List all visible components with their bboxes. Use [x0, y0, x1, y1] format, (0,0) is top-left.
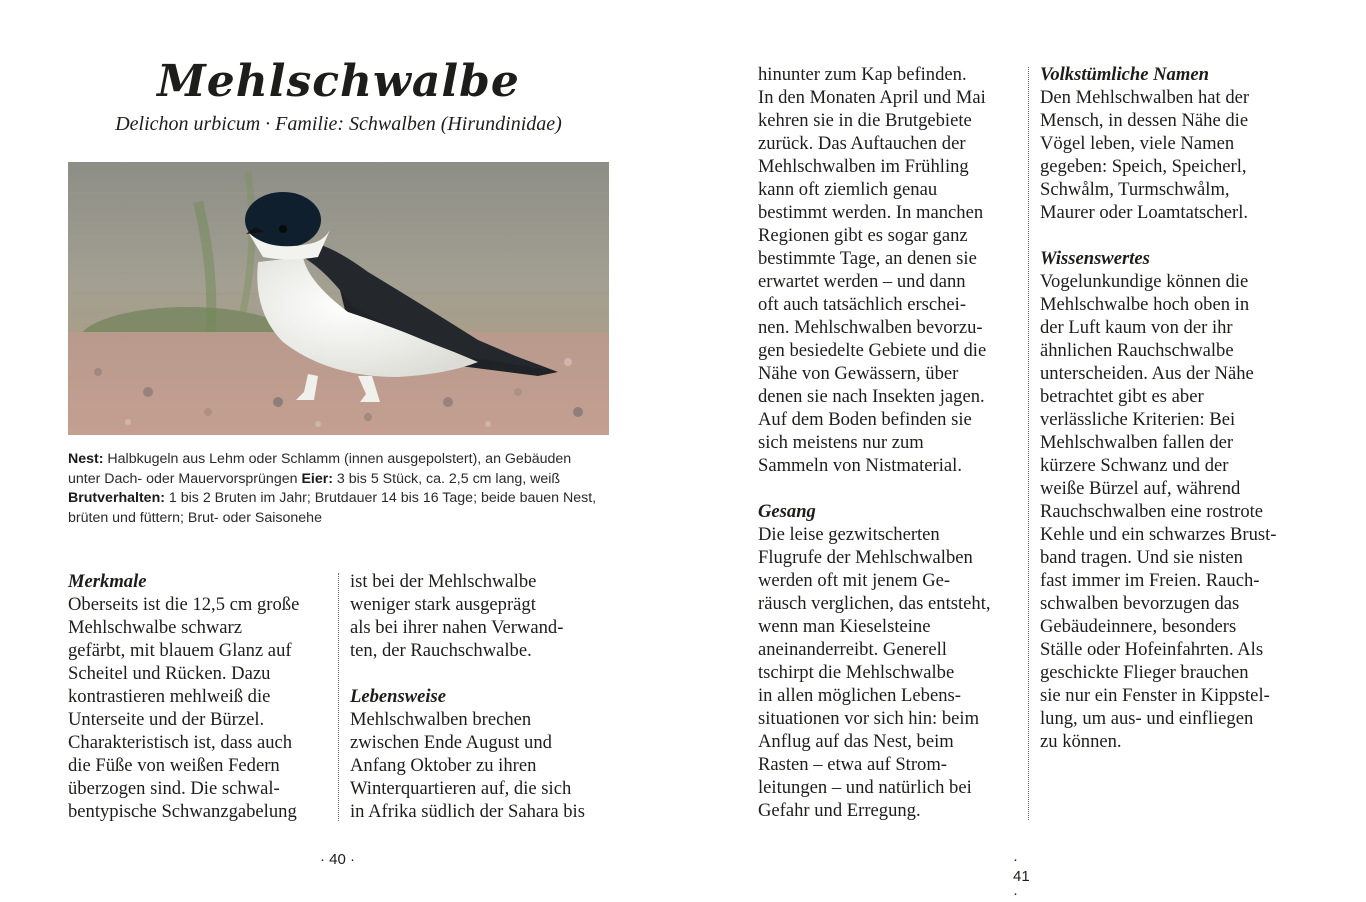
section-heading: Lebensweise [350, 686, 447, 707]
text-line: ten, der Rauchschwalbe. [350, 640, 532, 661]
text-line: Maurer oder Loamtatscherl. [1040, 202, 1249, 223]
column-divider [1028, 67, 1029, 820]
text-line: Nähe von Gewässern, über [758, 363, 959, 384]
body-text [1040, 270, 1305, 753]
text-line: schwalben bevorzugen das [1040, 593, 1240, 614]
text-line: sich meistens nur zum [758, 432, 924, 453]
text-line: Vögel leben, viele Namen [1040, 133, 1235, 154]
text-line: zu können. [1040, 731, 1122, 752]
text-line: Charakteristisch ist, dass auch [68, 732, 293, 753]
text-line: gen besiedelte Gebiete und die [758, 340, 987, 361]
text-line: hinunter zum Kap befinden. [758, 64, 967, 85]
text-line: in Afrika südlich der Sahara bis [350, 801, 585, 822]
text-line: unterscheiden. Aus der Nähe [1040, 363, 1254, 384]
text-line: geschickte Flieger brauchen [1040, 662, 1249, 683]
text-line: überzogen sind. Die schwal- [68, 778, 280, 799]
text-line: erwartet werden – und dann [758, 271, 966, 292]
breeding-label: Brutverhalten: [68, 490, 165, 506]
text-line: zwischen Ende August und [350, 732, 552, 753]
text-line: Scheitel und Rücken. Dazu [68, 663, 271, 684]
section-heading: Volkstümliche Namen [1040, 64, 1209, 85]
text-line: Winterquartieren auf, die sich [350, 778, 572, 799]
species-subtitle: Delichon urbicum · Familie: Schwalben (Hirundinidae) [115, 113, 562, 135]
text-line: als bei ihrer nahen Verwand- [350, 617, 564, 638]
text-line: kontrastieren mehlweiß die [68, 686, 271, 707]
eggs-label: Eier: [301, 470, 333, 487]
text-line: in allen möglichen Lebens- [758, 685, 961, 706]
text-line: bentypische Schwanzgabelung [68, 801, 297, 822]
text-line: Mehlschwalben fallen der [1040, 432, 1234, 453]
text-line: werden oft mit jenem Ge- [758, 570, 951, 591]
text-line: gefärbt, mit blauem Glanz auf [68, 640, 292, 661]
text-line: Mehlschwalbe schwarz [68, 617, 242, 638]
text-line: Oberseits ist die 12,5 cm große [68, 594, 300, 615]
text-line: fast immer im Freien. Rauch- [1040, 570, 1260, 591]
text-line: sie nur ein Fenster in Kippstel- [1040, 685, 1270, 706]
text-line: ähnlichen Rauchschwalbe [1040, 340, 1234, 361]
page-number: · 41 · [1013, 851, 1030, 902]
text-line: kann oft ziemlich genau [758, 179, 938, 200]
text-line: Anflug auf das Nest, beim [758, 731, 954, 752]
text-line: Regionen gibt es sogar ganz [758, 225, 968, 246]
column-namen-wissenswertes [1040, 63, 1305, 753]
text-line: die Füße von weißen Federn [68, 755, 280, 776]
text-line: Mehlschwalben brechen [350, 709, 532, 730]
text-line: ist bei der Mehlschwalbe [350, 571, 537, 592]
text-line: Schwålm, Turmschwålm, [1040, 179, 1230, 200]
text-line: Rasten – etwa auf Strom- [758, 754, 947, 775]
body-text [1040, 86, 1305, 224]
text-line: Mehlschwalbe hoch oben in [1040, 294, 1250, 315]
text-line: lung, um aus- und einfliegen [1040, 708, 1254, 729]
text-line: Gefahr und Erregung. [758, 800, 921, 821]
text-line: Kehle und ein schwarzes Brust- [1040, 524, 1277, 545]
text-line: Flugrufe der Mehlschwalben [758, 547, 973, 568]
column-gesang [758, 63, 1023, 822]
text-line: räusch verglichen, das entsteht, [758, 593, 991, 614]
text-line: gegeben: Speich, Speicherl, [1040, 156, 1247, 177]
text-line: denen sie nach Insekten jagen. [758, 386, 985, 407]
text-line: tschirpt die Mehlschwalbe [758, 662, 955, 683]
text-line: leitungen – und natürlich bei [758, 777, 972, 798]
text-line: bestimmte Tage, an denen sie [758, 248, 977, 269]
breeding-text: 1 bis 2 Bruten im Jahr; Brutdauer 14 bis 16 Tage; beide bauen Nest, brüten und füttern; Brut- oder Saisonehe [68, 490, 597, 526]
section-heading: Gesang [758, 501, 816, 522]
text-line: Mehlschwalben im Frühling [758, 156, 969, 177]
text-line: Die leise gezwitscherten [758, 524, 940, 545]
text-line: Rauchschwalben eine rostrote [1040, 501, 1264, 522]
page-number: · 40 · [320, 851, 356, 868]
text-line: betrachtet gibt es aber [1040, 386, 1204, 407]
text-line: Gebäudeinnere, besonders [1040, 616, 1237, 637]
section-heading: Merkmale [68, 571, 147, 592]
text-line: In den Monaten April und Mai [758, 87, 986, 108]
text-line: Ställe oder Hofeinfahrten. Als [1040, 639, 1264, 660]
text-line: Auf dem Boden befinden sie [758, 409, 972, 430]
text-line: Mensch, in dessen Nähe die [1040, 110, 1249, 131]
text-line: Vogelunkundige können die [1040, 271, 1249, 292]
text-line: Anfang Oktober zu ihren [350, 755, 537, 776]
text-line: Unterseite und der Bürzel. [68, 709, 265, 730]
text-line: situationen vor sich hin: beim [758, 708, 980, 729]
nest-text: Halbkugeln aus Lehm oder Schlamm (innen ausgepolstert), an Gebäuden unter Dach- oder Mauervorsprüngen [68, 451, 572, 487]
body-text [758, 523, 1023, 822]
text-line: weiße Bürzel auf, während [1040, 478, 1241, 499]
text-line: kürzere Schwanz und der [1040, 455, 1229, 476]
page-title: Mehlschwalbe [157, 56, 520, 107]
text-line: oft auch tatsächlich erschei- [758, 294, 967, 315]
eggs-text: 3 bis 5 Stück, ca. 2,5 cm lang, weiß [332, 470, 561, 487]
text-line: bestimmt werden. In manchen [758, 202, 984, 223]
nest-label: Nest: [68, 451, 104, 467]
section-heading: Wissenswertes [1040, 248, 1150, 269]
text-line: verlässliche Kriterien: Bei [1040, 409, 1236, 430]
text-line: der Luft kaum von der ihr [1040, 317, 1233, 338]
text-line: wenn man Kieselsteine [758, 616, 931, 637]
text-line: Sammeln von Nistmaterial. [758, 455, 962, 476]
body-text [758, 63, 1023, 477]
text-line: zurück. Das Auftauchen der [758, 133, 966, 154]
text-line: nen. Mehlschwalben bevorzu- [758, 317, 983, 338]
text-line: kehren sie in die Brutgebiete [758, 110, 972, 131]
text-line: aneinanderreibt. Generell [758, 639, 947, 660]
text-line: Den Mehlschwalben hat der [1040, 87, 1250, 108]
text-line: band tragen. Und sie nisten [1040, 547, 1243, 568]
text-line: weniger stark ausgeprägt [350, 594, 536, 615]
